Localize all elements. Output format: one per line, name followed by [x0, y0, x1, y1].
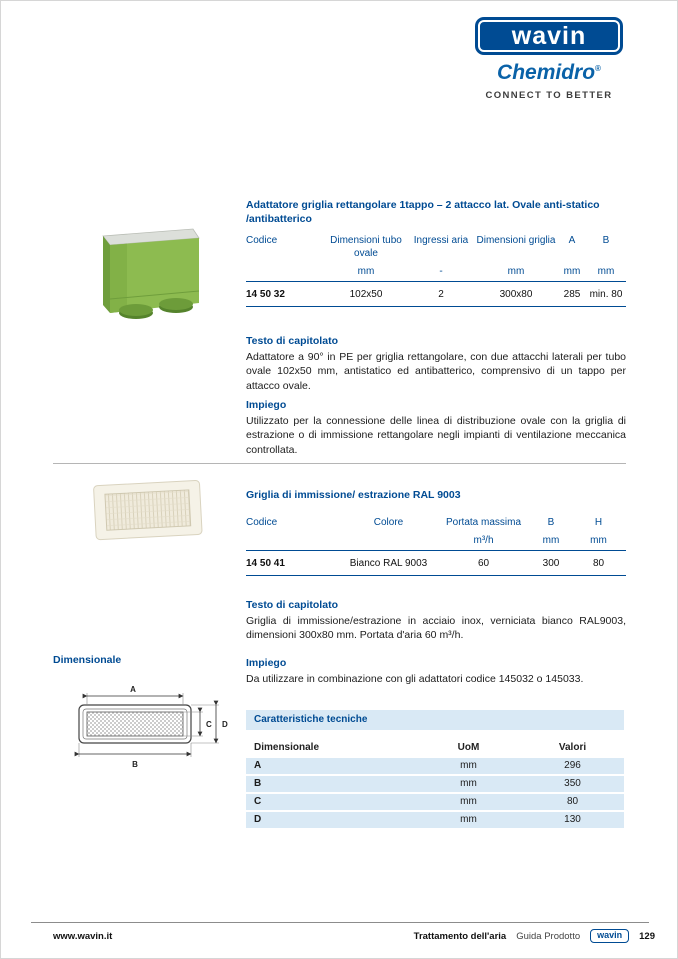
column-header: Portata massima [445, 517, 522, 528]
registered-mark: ® [595, 64, 601, 73]
section-divider [53, 463, 626, 464]
value-cell: 285 [563, 289, 581, 300]
table-row [246, 776, 624, 792]
column-header: Ingressi aria [413, 235, 469, 246]
footer-divider [31, 922, 649, 923]
product2-title: Griglia di immissione/ estrazione RAL 9003 [246, 489, 461, 501]
footer-website-link[interactable]: www.wavin.it [53, 931, 113, 942]
footer-guide-label: Guida Prodotto [516, 930, 581, 942]
unit-cell: mm [563, 266, 581, 277]
column-header: Dimensionale [254, 742, 320, 753]
column-header: Valori [558, 742, 587, 753]
value-cell: 2 [438, 289, 444, 300]
dimension-cell: A [254, 760, 262, 771]
unit-cell: - [439, 266, 443, 277]
column-header: H [594, 517, 603, 528]
value-cell: 296 [564, 760, 581, 771]
unit-cell [246, 260, 324, 281]
value-cell: min. 80 [589, 289, 623, 300]
wavin-mini-logo: wavin [590, 929, 629, 943]
column-header: UoM [457, 742, 480, 753]
dimension-label-c: C [206, 720, 212, 729]
capitolato-label: Testo di capitolato [246, 335, 338, 347]
unit-cell: m³/h [473, 535, 494, 546]
dimension-cell: D [254, 814, 262, 825]
dimension-cell: C [254, 796, 262, 807]
uom-cell: mm [460, 760, 477, 771]
product1-table-data-row [246, 282, 626, 307]
unit-cell: mm [542, 535, 560, 546]
value-cell: 80 [566, 796, 579, 807]
product2-table-data-row [246, 551, 626, 576]
dimension-label-d: D [222, 720, 228, 729]
footer-section-title: Trattamento dell'aria [413, 930, 507, 942]
product1-table-units-row [246, 260, 626, 282]
column-header: A [568, 235, 576, 246]
product1-table-header-row [246, 232, 626, 260]
unit-cell: mm [507, 266, 525, 277]
unit-cell [341, 529, 436, 550]
brand-tagline: CONNECT TO BETTER [485, 90, 613, 101]
unit-cell: mm [597, 266, 615, 277]
value-cell: 300 [542, 558, 560, 569]
chemidro-logo [475, 62, 623, 83]
unit-cell: mm [357, 266, 375, 277]
chemidro-text: Chemidro [497, 61, 596, 84]
unit-cell [246, 529, 341, 550]
capitolato-text: Adattatore a 90° in PE per griglia rettangolare, con due attacchi laterali per tubo ovale 102x50 mm, antistatico ed antibatterico, comprensivo di un tappo per attacco ovale. [246, 351, 626, 392]
column-header: Dimensioni griglia [476, 235, 556, 246]
tech-table-header-row [246, 739, 624, 756]
dimensional-drawing [67, 683, 231, 782]
value-cell: 60 [477, 558, 490, 569]
column-header: Codice [246, 517, 278, 528]
code-cell: 14 50 41 [246, 558, 285, 569]
page-number: 129 [639, 930, 655, 942]
uom-cell: mm [460, 796, 477, 807]
column-header: Dimensioni tubo ovale [330, 235, 402, 259]
column-header: Codice [246, 235, 278, 246]
impiego-text: Utilizzato per la connessione delle linea di distribuzione ovale con la griglia di estrazione o di immissione rettangolare negli impianti di ventilazione meccanica controllata. [246, 415, 626, 456]
product2-image [91, 478, 206, 549]
product2-table-header-row [246, 514, 626, 529]
value-cell: 130 [564, 814, 581, 825]
tech-characteristics [246, 710, 624, 828]
product2-table-units-row [246, 529, 626, 551]
dimension-label-b: B [132, 760, 138, 769]
product1-title: Adattatore griglia rettangolare 1tappo – 2 attacco lat. Ovale anti-statico /antibatterico [246, 199, 600, 226]
product1-image [95, 221, 205, 328]
column-header: B [547, 517, 555, 528]
impiego-text: Da utilizzare in combinazione con gli adattatori codice 145032 o 145033. [246, 673, 584, 685]
impiego-label: Impiego [246, 399, 287, 411]
uom-cell: mm [460, 814, 477, 825]
column-header: Colore [373, 517, 404, 528]
capitolato-text: Griglia di immissione/estrazione in acciaio inox, verniciata bianco RAL9003, dimensioni 300x80 mm. Portata d'aria 60 m³/h. [246, 615, 626, 642]
footer-right-block [414, 929, 655, 943]
code-cell: 14 50 32 [246, 289, 285, 300]
value-cell: 350 [564, 778, 581, 789]
column-header: B [602, 235, 610, 246]
dimensionale-label: Dimensionale [53, 654, 122, 666]
white-grille-illustration [91, 478, 206, 544]
wavin-logo-text: wavin [511, 21, 587, 50]
product1-table [246, 232, 626, 307]
wavin-logo [475, 17, 623, 55]
table-row [246, 794, 624, 810]
table-row [246, 812, 624, 828]
dimension-cell: B [254, 778, 262, 789]
value-cell: Bianco RAL 9003 [349, 558, 428, 569]
tech-table-title: Caratteristiche tecniche [246, 710, 624, 730]
table-row [246, 758, 624, 774]
brand-block [475, 17, 623, 101]
grille-dimension-drawing [67, 683, 231, 777]
dimension-label-a: A [130, 685, 136, 694]
value-cell: 102x50 [349, 289, 383, 300]
value-cell: 300x80 [499, 289, 533, 300]
product2-table [246, 514, 626, 576]
capitolato-label: Testo di capitolato [246, 599, 338, 611]
green-adapter-illustration [95, 221, 205, 323]
unit-cell: mm [590, 535, 607, 546]
uom-cell: mm [460, 778, 477, 789]
impiego-label: Impiego [246, 657, 287, 669]
value-cell: 80 [592, 558, 605, 569]
